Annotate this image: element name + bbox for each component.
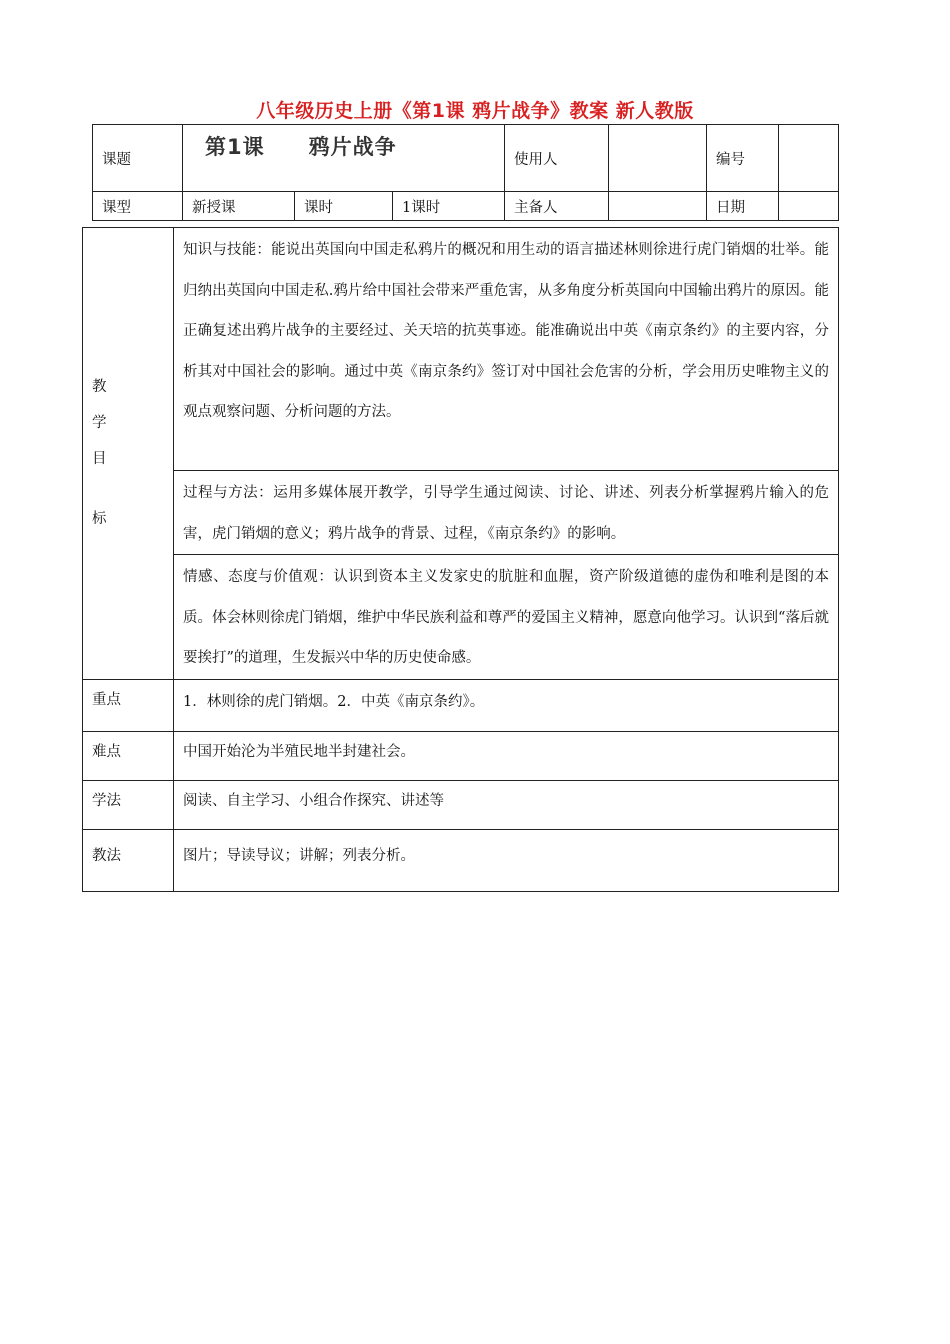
hours-value: 1课时 (393, 192, 505, 221)
difficulty-label: 难点 (83, 731, 174, 780)
hours-label: 课时 (295, 192, 393, 221)
key-points-label: 重点 (83, 679, 174, 731)
topic-label: 课题 (93, 125, 183, 192)
study-method-value: 阅读、自主学习、小组合作探究、讲述等 (174, 780, 839, 829)
type-label: 课型 (93, 192, 183, 221)
objectives-label (83, 228, 174, 680)
objectives-char-1: 教 (92, 379, 107, 396)
preparer-label: 主备人 (505, 192, 609, 221)
user-label: 使用人 (505, 125, 609, 192)
lesson-name: 鸦片战争 (308, 135, 397, 159)
objectives-char-4: 标 (92, 511, 107, 528)
number-label: 编号 (707, 125, 779, 192)
teaching-method-label: 教法 (83, 829, 174, 891)
date-value (779, 192, 839, 221)
user-value (609, 125, 707, 192)
objectives-char-3: 目 (92, 451, 107, 468)
date-label: 日期 (707, 192, 779, 221)
teaching-method-value: 图片；导读导议；讲解；列表分析。 (174, 829, 839, 891)
study-method-label: 学法 (83, 780, 174, 829)
number-value (779, 125, 839, 192)
document-title: 八年级历史上册《第1课 鸦片战争》教案 新人教版 (256, 100, 694, 122)
knowledge-objective-cell (174, 228, 839, 471)
emotion-objective: 情感、态度与价值观：认识到资本主义发家史的肮脏和血腥，资产阶级道德的虚伪和唯利是图的本质。体会林则徐虎门销烟，维护中华民族利益和尊严的爱国主义精神，愿意向他学习。认识到“落后就要挨打”的道理，生发振兴中华的历史使命感。 (183, 569, 829, 666)
process-objective: 过程与方法：运用多媒体展开教学，引导学生通过阅读、讨论、讲述、列表分析掌握鸦片输入的危害，虎门销烟的意义；鸦片战争的背景、过程，《南京条约》的影响。 (183, 485, 829, 542)
process-objective-cell (174, 471, 839, 555)
emotion-objective-cell (174, 555, 839, 680)
difficulty-value: 中国开始沦为半殖民地半封建社会。 (174, 731, 839, 780)
lesson-number: 第1课 (205, 135, 265, 159)
key-points-value: 1．林则徐的虎门销烟。2．中英《南京条约》。 (174, 679, 839, 731)
objectives-char-2: 学 (92, 415, 107, 432)
lesson-banner (183, 125, 505, 192)
lesson-plan-table (82, 227, 839, 892)
preparer-value (609, 192, 707, 221)
knowledge-objective: 知识与技能：能说出英国向中国走私鸦片的概况和用生动的语言描述林则徐进行虎门销烟的壮举。能归纳出英国向中国走私.鸦片给中国社会带来严重危害，从多角度分析英国向中国输出鸦片的原因。能正确复述出鸦片战争的主要经过、关天培的抗英事迹。能准确说出中英《南京条约》的主要内容，分析其对中国社会的影响。通过中英《南京条约》签订对中国社会危害的分析，学会用历史唯物主义的观点观察问题、分析问题的方法。 (183, 242, 829, 420)
lesson-header-table (92, 124, 839, 221)
type-value: 新授课 (183, 192, 295, 221)
